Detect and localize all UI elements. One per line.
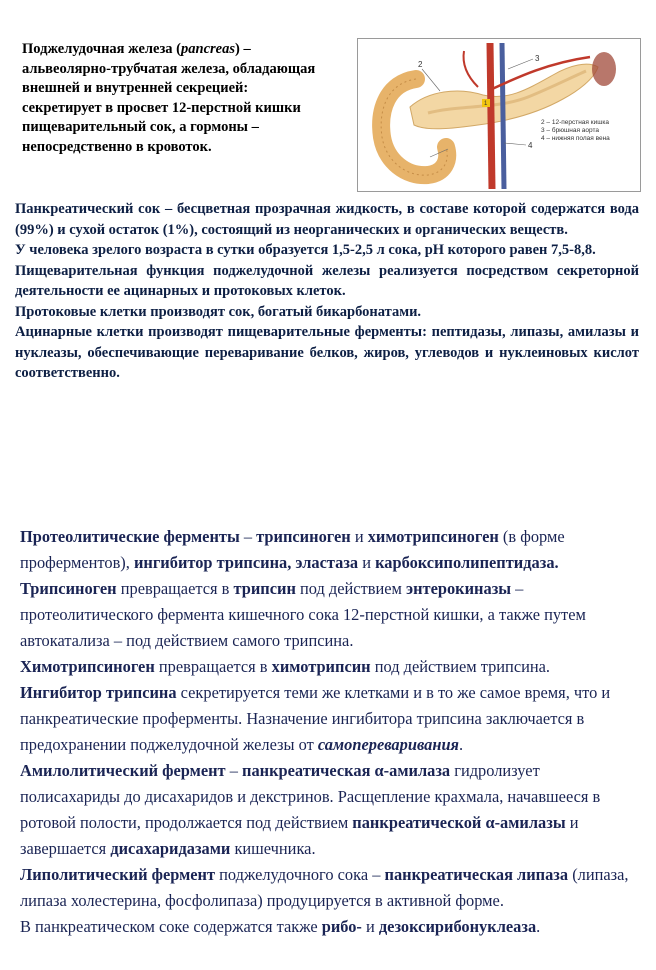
paragraph-proteolytic: [20, 524, 640, 576]
term: химотрипсин: [271, 657, 371, 676]
intro-line: непосредственно в кровоток.: [22, 138, 212, 155]
text-run: и завершается: [20, 813, 579, 858]
text-run: и: [350, 527, 368, 546]
term: трипсиноген: [256, 527, 351, 546]
intro-line: секретирует в просвет 12-перстной кишки: [22, 99, 301, 116]
text-run: В панкреатическом соке содержатся также: [20, 917, 322, 936]
paragraph-trypsinogen: [20, 576, 640, 654]
intro-line: внешней и внутренней секрецией:: [22, 80, 249, 96]
label-4: 4: [528, 141, 533, 150]
text-run: под действием трипсина.: [370, 657, 551, 676]
text-run: (в форме проферментов),: [20, 527, 565, 572]
paragraph: Пищеварительная функция поджелудочной железы реализуется посредством секреторной деятельности ее ацинарных и протоковых клеток.: [15, 262, 639, 299]
pancreatic-juice-section: [15, 199, 639, 384]
enzymes-section: [20, 524, 640, 940]
text-run: под действием: [295, 579, 406, 598]
legend-item: 2 – 12-перстная кишка: [541, 119, 610, 126]
label-3: 3: [535, 54, 540, 63]
paragraph-chymotrypsinogen: [20, 654, 640, 680]
text-run: гидролизует полисахариды до дисахаридов и декстринов. Расщепление крахмала, начавшееся в ротовой полости, продолжается под действием: [20, 761, 601, 832]
text-run: и: [358, 553, 376, 572]
legend-item: 4 – нижняя полая вена: [541, 135, 610, 142]
text-run: превращается в: [154, 657, 272, 676]
vena-cava-shape: [502, 43, 504, 189]
term: Трипсиноген: [20, 579, 117, 598]
paragraph: Протоковые клетки производят сок, богатый бикарбонатами.: [15, 303, 422, 320]
legend-item: 3 – брюшная аорта: [541, 127, 600, 134]
spleen-shape: [592, 52, 616, 86]
text-run: секретируется теми же клетками и в то же самое время, что и панкреатические проферменты. Назначение ингибитора трипсина заключается в предохранении поджелудочной железы от: [20, 683, 611, 754]
pancreas-anatomy-illustration: [357, 38, 641, 192]
term: панкреатическая липаза: [384, 865, 569, 884]
paragraph: Ацинарные клетки производят пищеварительные ферменты: пептидазы, липазы, амилазы и нуклеазы, обеспечивающие переваривание белков, жиров, углеводов и нуклеиновых кислот соответственно.: [15, 324, 639, 381]
text-run: превращается в: [116, 579, 234, 598]
term: панкреатической α-амилазы: [352, 813, 566, 832]
term: Протеолитические ферменты: [20, 527, 240, 546]
paragraph-amylolytic: [20, 758, 640, 862]
text-run: –: [225, 761, 242, 780]
leader-line: [508, 59, 533, 69]
text-run: .: [459, 735, 464, 754]
term: Липолитический фермент: [20, 865, 216, 884]
text-run: и: [361, 917, 379, 936]
artery-branch-shape: [464, 51, 478, 87]
text-run: поджелудочного сока –: [215, 865, 385, 884]
intro-text-part: Поджелудочная железа (: [22, 41, 181, 57]
pancreas-latin: pancreas: [181, 41, 235, 57]
text-run: –: [239, 527, 257, 546]
paragraph-lipolytic: [20, 862, 640, 914]
intro-text-part: ) –: [234, 41, 251, 57]
text-run: – протеолитического фермента кишечного сока 12-перстной кишки, а также путем автокатализа – под действием самого трипсина.: [20, 579, 586, 650]
term: химотрипсиноген: [367, 527, 499, 546]
intro-text: [22, 40, 362, 157]
paragraph: У человека зрелого возраста в сутки образуется 1,5-2,5 л сока, рН которого равен 7,5-8,8.: [15, 242, 596, 258]
term: дисахаридазами: [110, 839, 231, 858]
term: панкреатическая α-амилаза: [242, 761, 451, 780]
text-run: кишечника.: [230, 839, 316, 858]
text-run: (липаза, липаза холестерина, фосфолипаза) продуцируется в активной форме.: [20, 865, 629, 910]
term: рибо-: [321, 917, 362, 936]
intro-line: пищеварительный сок, а гормоны –: [22, 119, 259, 135]
leader-line: [504, 143, 526, 145]
term: ингибитор трипсина, эластаза: [133, 553, 359, 572]
intro-line: [22, 40, 362, 60]
text-run: .: [536, 917, 541, 936]
term: самопереваривания: [317, 735, 460, 754]
term: Химотрипсиноген: [20, 657, 155, 676]
pancreas-drawing: [358, 39, 640, 191]
term: Ингибитор трипсина: [20, 683, 177, 702]
label-1: 1: [484, 101, 488, 107]
term: трипсин: [233, 579, 296, 598]
paragraph: Панкреатический сок – бесцветная прозрачная жидкость, в составе которой содержатся вода (99%) и сухой остаток (1%), состоящий из неорганических и органических веществ.: [15, 201, 639, 238]
paragraph-nucleases: [20, 914, 640, 940]
intro-line: альвеолярно-трубчатая железа, обладающая: [22, 60, 316, 77]
figure-legend: [541, 119, 610, 143]
term: карбоксиполипептидаза.: [375, 553, 559, 572]
aorta-shape: [490, 43, 492, 189]
paragraph-trypsin-inhibitor: [20, 680, 640, 758]
term: Амилолитический фермент: [20, 761, 226, 780]
term: дезоксирибонуклеаза: [378, 917, 537, 936]
label-2: 2: [418, 60, 423, 69]
term: энтерокиназы: [406, 579, 512, 598]
